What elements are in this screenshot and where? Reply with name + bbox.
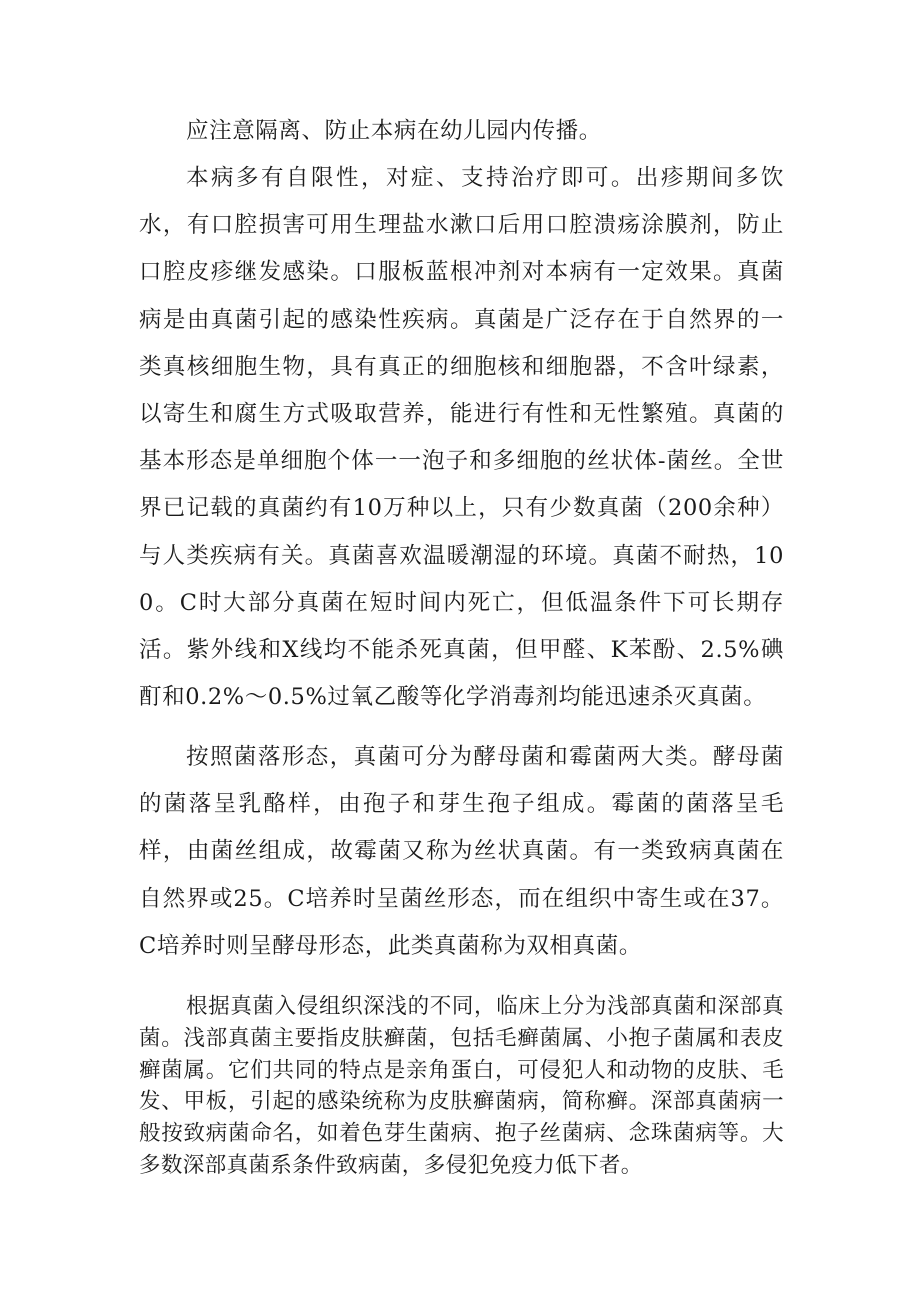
paragraph-superficial-and-deep-fungi: 根据真菌入侵组织深浅的不同，临床上分为浅部真菌和深部真菌。浅部真菌主要指皮肤癣菌，包括毛癣菌属、小抱子菌属和表皮癣菌属。它们共同的特点是亲角蛋白，可侵犯人和动物的皮肤、毛发、甲板，引起的感染统称为皮肤癣菌病，简称癣。深部真菌病一般按致病菌命名，如着色芽生菌病、抱子丝菌病、念珠菌病等。大多数深部真菌系条件致病菌，多侵犯免疫力低下者。 — [139, 994, 784, 1178]
paragraph-isolation-note: 应注意隔离、防止本病在幼儿园内传播。 — [186, 118, 602, 144]
paragraph-treatment-and-fungi-overview: 本病多有自限性，对症、支持治疗即可。出疹期间多饮水，有口腔损害可用生理盐水漱口后用口腔溃疡涂膜剂，防止口腔皮疹继发感染。口服板蓝根冲剂对本病有一定效果。真菌病是由真菌引起的感染性疾病。真菌是广泛存在于自然界的一类真核细胞生物，具有真正的细胞核和细胞器，不含叶绿素，以寄生和腐生方式吸取营养，能进行有性和无性繁殖。真菌的基本形态是单细胞个体一一泡子和多细胞的丝状体-菌丝。全世界已记载的真菌约有10万种以上，只有少数真菌（200余种）与人类疾病有关。真菌喜欢温暖潮湿的环境。真菌不耐热，100。C时大部分真菌在短时间内死亡，但低温条件下可长期存活。紫外线和X线均不能杀死真菌，但甲醛、K苯酚、2.5%碘酊和0.2%～0.5%过氧乙酸等化学消毒剂均能迅速杀灭真菌。 — [139, 165, 784, 711]
paragraph-colony-morphology: 按照菌落形态，真菌可分为酵母菌和霉菌两大类。酵母菌的菌落呈乳酪样，由孢子和芽生孢子组成。霉菌的菌落呈毛样，由菌丝组成，故霉菌又称为丝状真菌。有一类致病真菌在自然界或25。C培养时呈菌丝形态，而在组织中寄生或在37。C培养时则呈酵母形态，此类真菌称为双相真菌。 — [139, 744, 784, 959]
